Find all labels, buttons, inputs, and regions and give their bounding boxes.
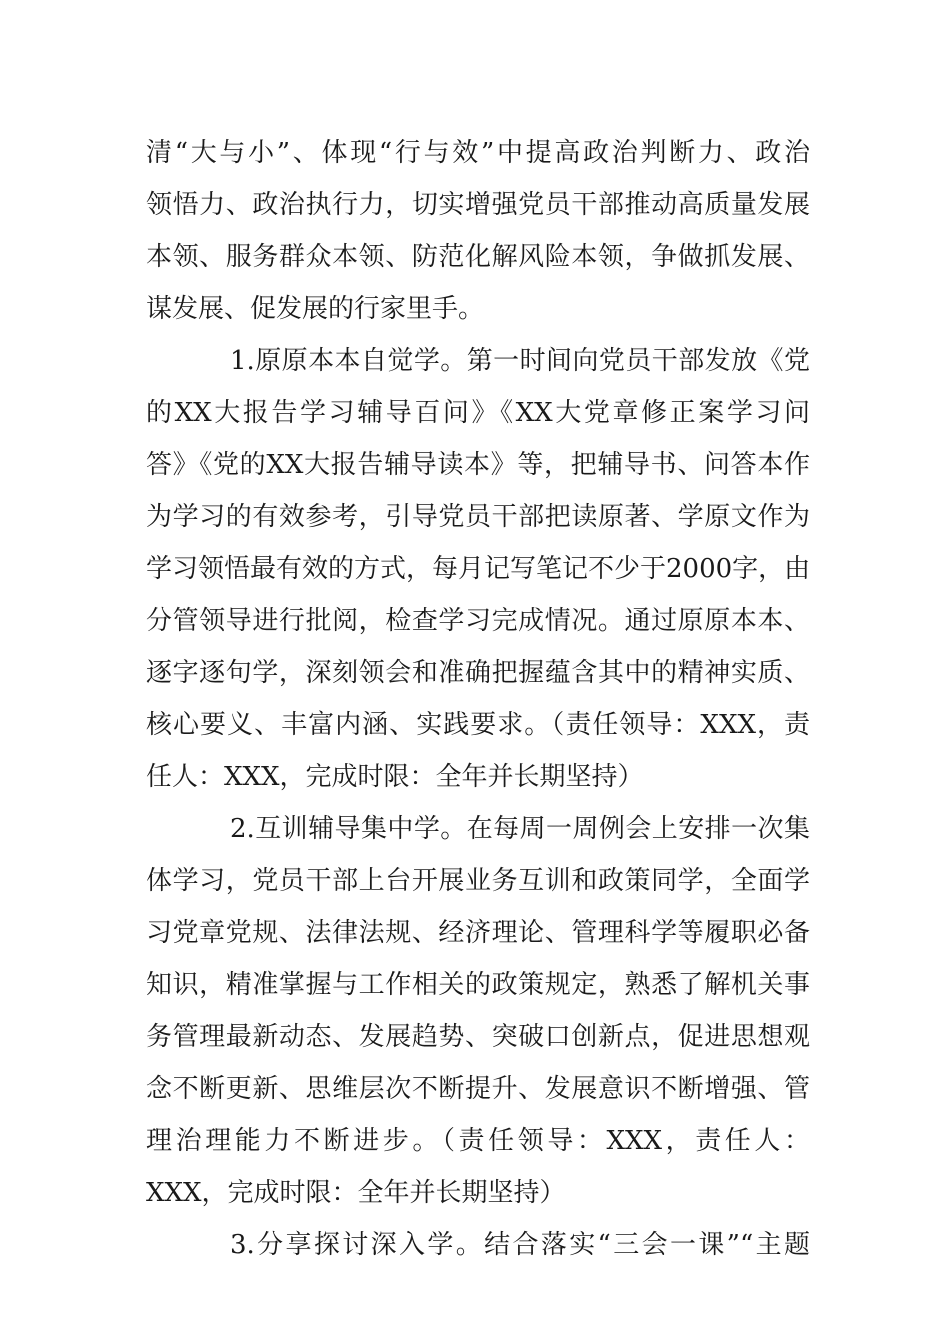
text-line: 逐字逐句学，深刻领会和准确把握蕴含其中的精神实质、 (146, 658, 810, 688)
paragraph-intro (146, 127, 810, 335)
text-line: 学习领悟最有效的方式，每月记写笔记不少于2000字，由 (146, 554, 811, 584)
text-line: 为学习的有效参考，引导党员干部把读原著、学原文作为 (146, 502, 810, 532)
text-line: 1.原原本本自觉学。第一时间向党员干部发放《党 (230, 346, 810, 376)
paragraph-item-2 (146, 803, 810, 1219)
text-line: XXX，完成时限：全年并长期坚持） (146, 1178, 566, 1208)
text-line: 念不断更新、思维层次不断提升、发展意识不断增强、管 (146, 1074, 810, 1104)
text-line: 务管理最新动态、发展趋势、突破口创新点，促进思想观 (146, 1022, 810, 1052)
paragraph-item-3 (146, 1219, 810, 1271)
text-line: 的XX大报告学习辅导百问》《XX大党章修正案学习问 (146, 398, 810, 428)
text-line: 3.分享探讨深入学。结合落实“三会一课”“主题 (230, 1230, 810, 1260)
text-line: 任人：XXX，完成时限：全年并长期坚持） (146, 762, 644, 792)
text-line: 领悟力、政治执行力，切实增强党员干部推动高质量发展 (146, 190, 810, 220)
text-line: 习党章党规、法律法规、经济理论、管理科学等履职必备 (146, 918, 810, 948)
text-line: 知识，精准掌握与工作相关的政策规定，熟悉了解机关事 (146, 970, 810, 1000)
text-line: 核心要义、丰富内涵、实践要求。（责任领导：XXX，责 (146, 710, 810, 740)
text-line: 答》《党的XX大报告辅导读本》等，把辅导书、问答本作 (146, 450, 810, 480)
paragraph-item-1 (146, 335, 810, 803)
text-line: 理治理能力不断进步。（责任领导：XXX，责任人： (146, 1126, 810, 1156)
text-line: 清“大与小”、体现“行与效”中提高政治判断力、政治 (146, 138, 810, 168)
text-line: 体学习，党员干部上台开展业务互训和政策同学，全面学 (146, 866, 810, 896)
text-line: 分管领导进行批阅，检查学习完成情况。通过原原本本、 (146, 606, 810, 636)
text-line: 本领、服务群众本领、防范化解风险本领，争做抓发展、 (146, 242, 810, 272)
document-body (146, 127, 810, 1271)
text-line: 谋发展、促发展的行家里手。 (146, 294, 485, 324)
text-line: 2.互训辅导集中学。在每周一周例会上安排一次集 (230, 814, 810, 844)
